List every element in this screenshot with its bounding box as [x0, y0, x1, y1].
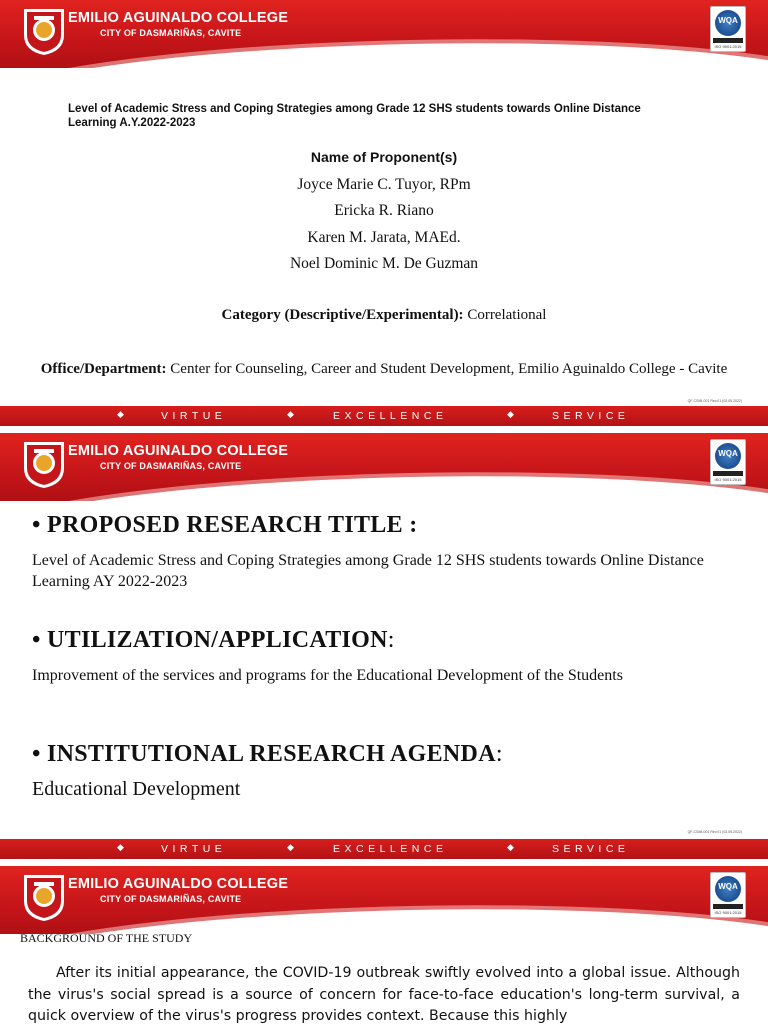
motto-service: SERVICE	[552, 410, 630, 422]
heading-colon: :	[387, 627, 395, 653]
utilization-text: Improvement of the services and programs for the Educational Development of the Students	[32, 667, 623, 684]
proposed-title-text: Level of Academic Stress and Coping Strategies among Grade 12 SHS students towards Online Distance Learning AY 2022-2023	[32, 552, 704, 590]
bullet: •	[32, 512, 41, 538]
college-name: EMILIO AGUINALDO COLLEGE	[68, 10, 289, 26]
proposed-title-heading	[32, 512, 417, 539]
college-seal-icon	[20, 871, 68, 923]
college-name: EMILIO AGUINALDO COLLEGE	[68, 876, 289, 892]
category-line	[0, 307, 768, 324]
proponents-heading: Name of Proponent(s)	[310, 149, 458, 165]
office-value: Center for Counseling, Career and Student Development, Emilio Aguinaldo College - Cavite	[170, 361, 728, 377]
wqa-certification-badge	[710, 439, 746, 485]
college-seal-icon	[20, 438, 68, 490]
wqa-certification-badge	[710, 872, 746, 918]
bullet: •	[32, 741, 41, 767]
college-header	[0, 433, 768, 501]
diamond-icon: ◆	[117, 410, 124, 420]
bullet: •	[32, 627, 41, 653]
slide-2	[0, 433, 768, 860]
college-city: CITY OF DASMARIÑAS, CAVITE	[100, 894, 242, 904]
proponent-name: Noel Dominic M. De Guzman	[289, 255, 479, 272]
category-label: Category (Descriptive/Experimental):	[221, 307, 464, 323]
college-city: CITY OF DASMARIÑAS, CAVITE	[100, 28, 242, 38]
utilization-heading	[32, 627, 395, 654]
diamond-icon: ◆	[507, 843, 514, 853]
wqa-certification-badge	[710, 6, 746, 52]
motto-excellence: EXCELLENCE	[333, 410, 448, 422]
heading-text: INSTITUTIONAL RESEARCH AGENDA	[47, 741, 496, 767]
wqa-badge-label: WQA	[718, 449, 738, 458]
diamond-icon: ◆	[117, 843, 124, 853]
motto-service: SERVICE	[552, 843, 630, 855]
document-code: QF-CSMI-001 Rev.01 (03.05.2022)	[687, 830, 742, 834]
category-value: Correlational	[467, 307, 547, 323]
iso-label: ISO 9001:2015	[714, 44, 742, 49]
proponent-name: Karen M. Jarata, MAEd.	[307, 229, 461, 246]
research-title: Level of Academic Stress and Coping Strategies among Grade 12 SHS students towards Online Distance Learning A.Y.2022-2023	[68, 103, 641, 129]
proponent-name: Ericka R. Riano	[334, 202, 434, 219]
heading-colon: :	[495, 741, 503, 767]
agenda-heading	[32, 741, 503, 768]
college-header	[0, 866, 768, 934]
college-header	[0, 0, 768, 68]
office-line	[40, 359, 728, 380]
heading-text: PROPOSED RESEARCH TITLE :	[47, 512, 418, 538]
motto-virtue: VIRTUE	[161, 843, 227, 855]
background-heading: BACKGROUND OF THE STUDY	[20, 931, 193, 945]
motto-bar	[0, 839, 768, 859]
college-city: CITY OF DASMARIÑAS, CAVITE	[100, 461, 242, 471]
diamond-icon: ◆	[507, 410, 514, 420]
agenda-text: Educational Development	[32, 778, 241, 800]
college-seal-icon	[20, 5, 68, 57]
document-code: QF-CSMI-001 Rev.01 (03.05.2022)	[687, 399, 742, 403]
iso-label: ISO 9001:2015	[714, 477, 742, 482]
office-label: Office/Department:	[40, 361, 167, 377]
heading-text: UTILIZATION/APPLICATION	[47, 627, 388, 653]
motto-virtue: VIRTUE	[161, 410, 227, 422]
diamond-icon: ◆	[287, 410, 294, 420]
proponent-name: Joyce Marie C. Tuyor, RPm	[297, 176, 471, 193]
background-body: After its initial appearance, the COVID-19 outbreak swiftly evolved into a global issue. Although the virus's social spread is a source of concern for face-to-face education's long-term survival, a quick overview of the virus's progress provides context. Because this highly	[28, 965, 740, 1024]
motto-bar	[0, 406, 768, 426]
college-name: EMILIO AGUINALDO COLLEGE	[68, 443, 289, 459]
wqa-badge-label: WQA	[718, 16, 738, 25]
slide-1	[0, 0, 768, 427]
iso-label: ISO 9001:2015	[714, 910, 742, 915]
wqa-badge-label: WQA	[718, 882, 738, 891]
motto-excellence: EXCELLENCE	[333, 843, 448, 855]
diamond-icon: ◆	[287, 843, 294, 853]
